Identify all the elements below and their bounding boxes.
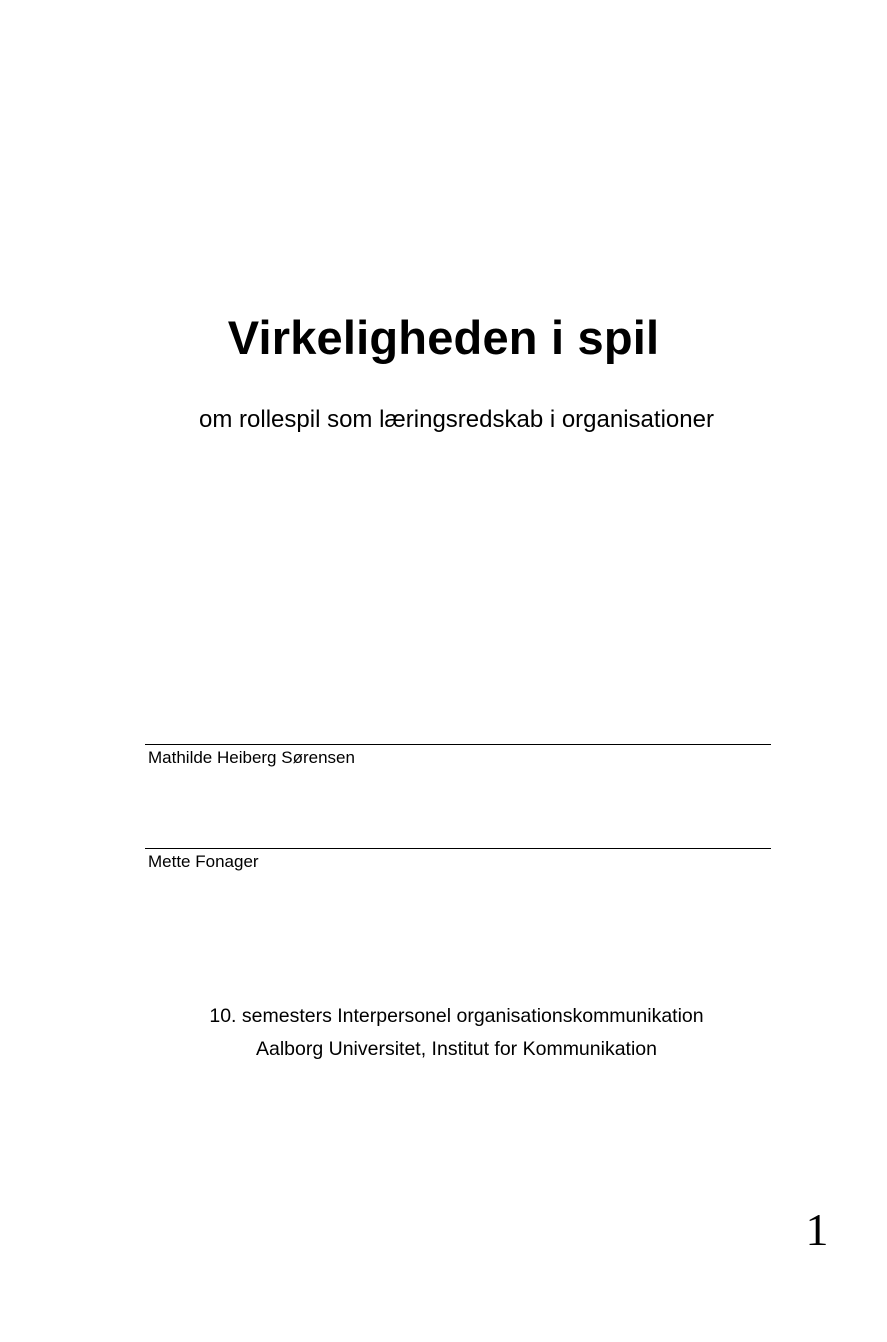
page-number: 1 [805,1204,829,1255]
study-program: 10. semesters Interpersonel organisationskommunikation [209,1005,704,1027]
document-subtitle: om rollespil som læringsredskab i organisationer [199,406,714,433]
document-title: Virkeligheden i spil [227,311,660,364]
author-name: Mette Fonager [148,852,259,871]
author-signature-block [145,744,771,770]
study-info [0,1000,887,1066]
author-name: Mathilde Heiberg Sørensen [148,748,355,767]
institution-name: Aalborg Universitet, Institut for Kommunikation [255,1038,657,1060]
signature-line [145,744,771,745]
author-signature-block [145,848,771,874]
signature-line [145,848,771,849]
